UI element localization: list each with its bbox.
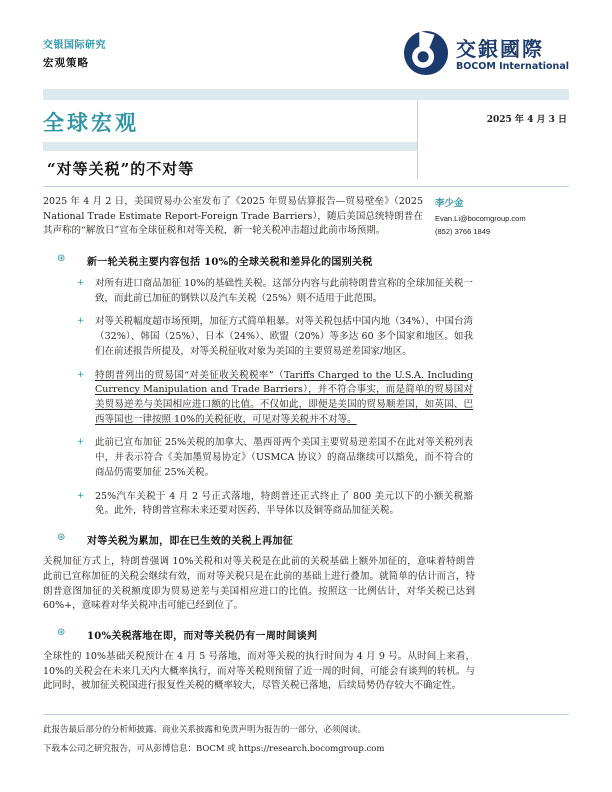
header-band — [43, 89, 569, 100]
circled-asterisk-icon: ⊛ — [57, 626, 66, 638]
report-subtitle: “对等关税”的不对等 — [47, 160, 195, 178]
masthead-left — [43, 36, 106, 70]
page-title: 全球宏观 — [43, 110, 139, 135]
list-item — [77, 436, 569, 480]
report-date: 2025 年 4 月 3 日 — [486, 115, 567, 125]
abstract-paragraph: 2025 年 4 月 2 日，美国贸易办公室发布了《2025 年贸易估算报告—贸易壁垒》（2025 National Trade Estimate Report-Foreign Trade Barriers），随后美国总统特朗普在其声称的“解放日”宣布全球征税和对等关税，新一轮关税冲击超过此前市场预期。 — [43, 196, 423, 237]
research-department-label: 交银国际研究 — [43, 40, 106, 51]
author-name: 李少金 — [435, 198, 464, 209]
list-item — [77, 490, 569, 519]
circled-asterisk-icon: ⊛ — [57, 532, 66, 544]
circled-asterisk-icon: ⊛ — [57, 253, 66, 264]
plus-bullet-icon: + — [77, 437, 85, 448]
plus-bullet-icon: + — [77, 490, 85, 501]
plus-bullet-icon: + — [77, 369, 85, 380]
plus-bullet-icon: + — [77, 278, 85, 288]
section-heading-1 — [57, 253, 569, 268]
date-box — [417, 100, 569, 179]
bullet-text: 25%汽车关税于 4 月 2 号正式落地，特朗普还正式终止了 800 美元以下的小额关税豁免。此外，特朗普宣称未来还要对医药、半导体以及铜等商品加征关税。 — [95, 490, 473, 517]
section-paragraph: 关税加征方式上，特朗普强调 10%关税和对等关税是在此前的关税基础上额外加征的，意味着特朗普此前已宣称加征的关税会继续有效，而对等关税只是在此前的基础上进行叠加。就简单的估计而言，特朗普意图加征的关税额度即为贸易逆差与美国相应进口的比值。按照这一比例估计，对华关税已达到60%+，意味着对华关税冲击可能已经到位了。 — [43, 556, 475, 612]
bocom-logo-icon — [403, 30, 449, 80]
bocom-logo-text — [455, 36, 569, 72]
section-heading-text: 10%关税落地在即，而对等关税仍有一周时间谈判 — [87, 630, 318, 642]
author-phone: (852) 3766 1849 — [435, 227, 491, 236]
report-category-label: 宏观策略 — [43, 57, 89, 69]
bocom-logo — [403, 30, 569, 80]
bullet-text-underlined: 特朗普列出的贸易国“对美征收关税税率”（Tariffs Charged to the U.S.A. Including Currency Manipulation and Trade Barriers），并不符合事实，而是简单的贸易国对美贸易逆差与美国相应进口额的比值。不仅如此，即便是美国的贸易顺差国，如英国、巴西等国也一律按照 10%的关税征收，可见对等关税并不对等。 — [95, 369, 473, 425]
section-paragraph: 全球性的 10%基础关税预计在 4 月 5 号落地，而对等关税的执行时间为 4 月 9 号。从时间上来看，10%的关税会在未来几天内大概率执行，而对等关税则预留了近一周的时间，可能会有谈判的转机。与此同时，被加征关税国进行报复性关税的概率较大，尽管关税已落地，后续局势仍存较大不确定性。 — [43, 650, 475, 692]
author-block — [435, 195, 565, 240]
bullet-text: 此前已宣布加征 25%关税的加拿大、墨西哥两个美国主要贸易逆差国不在此对等关税列表中，并表示符合《美加墨贸易协定》（USMCA 协议）的商品继续可以豁免，而不符合的商品仍需要加征 25%关税。 — [95, 437, 473, 478]
author-email: Evan.Li@bocomgroup.com — [435, 214, 526, 223]
list-item — [77, 369, 569, 428]
title-band — [43, 142, 417, 151]
logo-name-cn: 交銀國際 — [455, 36, 544, 61]
section-heading-text: 对等关税为累加，即在已生效的关税上再加征 — [87, 536, 293, 548]
plus-bullet-icon: + — [77, 316, 85, 327]
logo-name-en: BOCOM International — [455, 60, 569, 72]
abstract-row — [43, 195, 569, 240]
list-item — [77, 315, 569, 359]
masthead — [43, 36, 569, 80]
title-block — [43, 100, 569, 179]
page-footer — [43, 714, 569, 761]
bullet-text: 对等关税幅度超市场预期，加征方式简单粗暴。对等关税包括中国内地（34%）、中国台湾（32%）、韩国（25%）、日本（24%）、欧盟（20%）等多达 60 多个国家和地区。如我们在前述报告所提及，对等关税征收对象为美国的主要贸易逆差国家/地区。 — [95, 316, 473, 357]
title-left — [43, 100, 417, 179]
bullet-text: 对所有进口商品加征 10%的基础性关税。这部分内容与此前特朗普宣称的全球加征关税一致，而此前已加征的钢铁以及汽车关税（25%）则不适用于此范围。 — [95, 278, 473, 304]
header-divider — [43, 186, 569, 187]
download-note: 下载本公司之研究报告，可从彭博信息：BOCM 或 https://research.bocomgroup.com — [43, 744, 385, 754]
section-heading-2 — [57, 532, 569, 547]
footer-divider — [43, 714, 569, 715]
list-item — [77, 277, 569, 306]
disclosure-note: 此报告最后部分的分析师披露、商业关系披露和免责声明为报告的一部分，必须阅读。 — [43, 725, 367, 735]
section-heading-3 — [57, 627, 569, 642]
section-heading-text: 新一轮关税主要内容包括 10%的全球关税和差异化的国别关税 — [87, 257, 373, 268]
